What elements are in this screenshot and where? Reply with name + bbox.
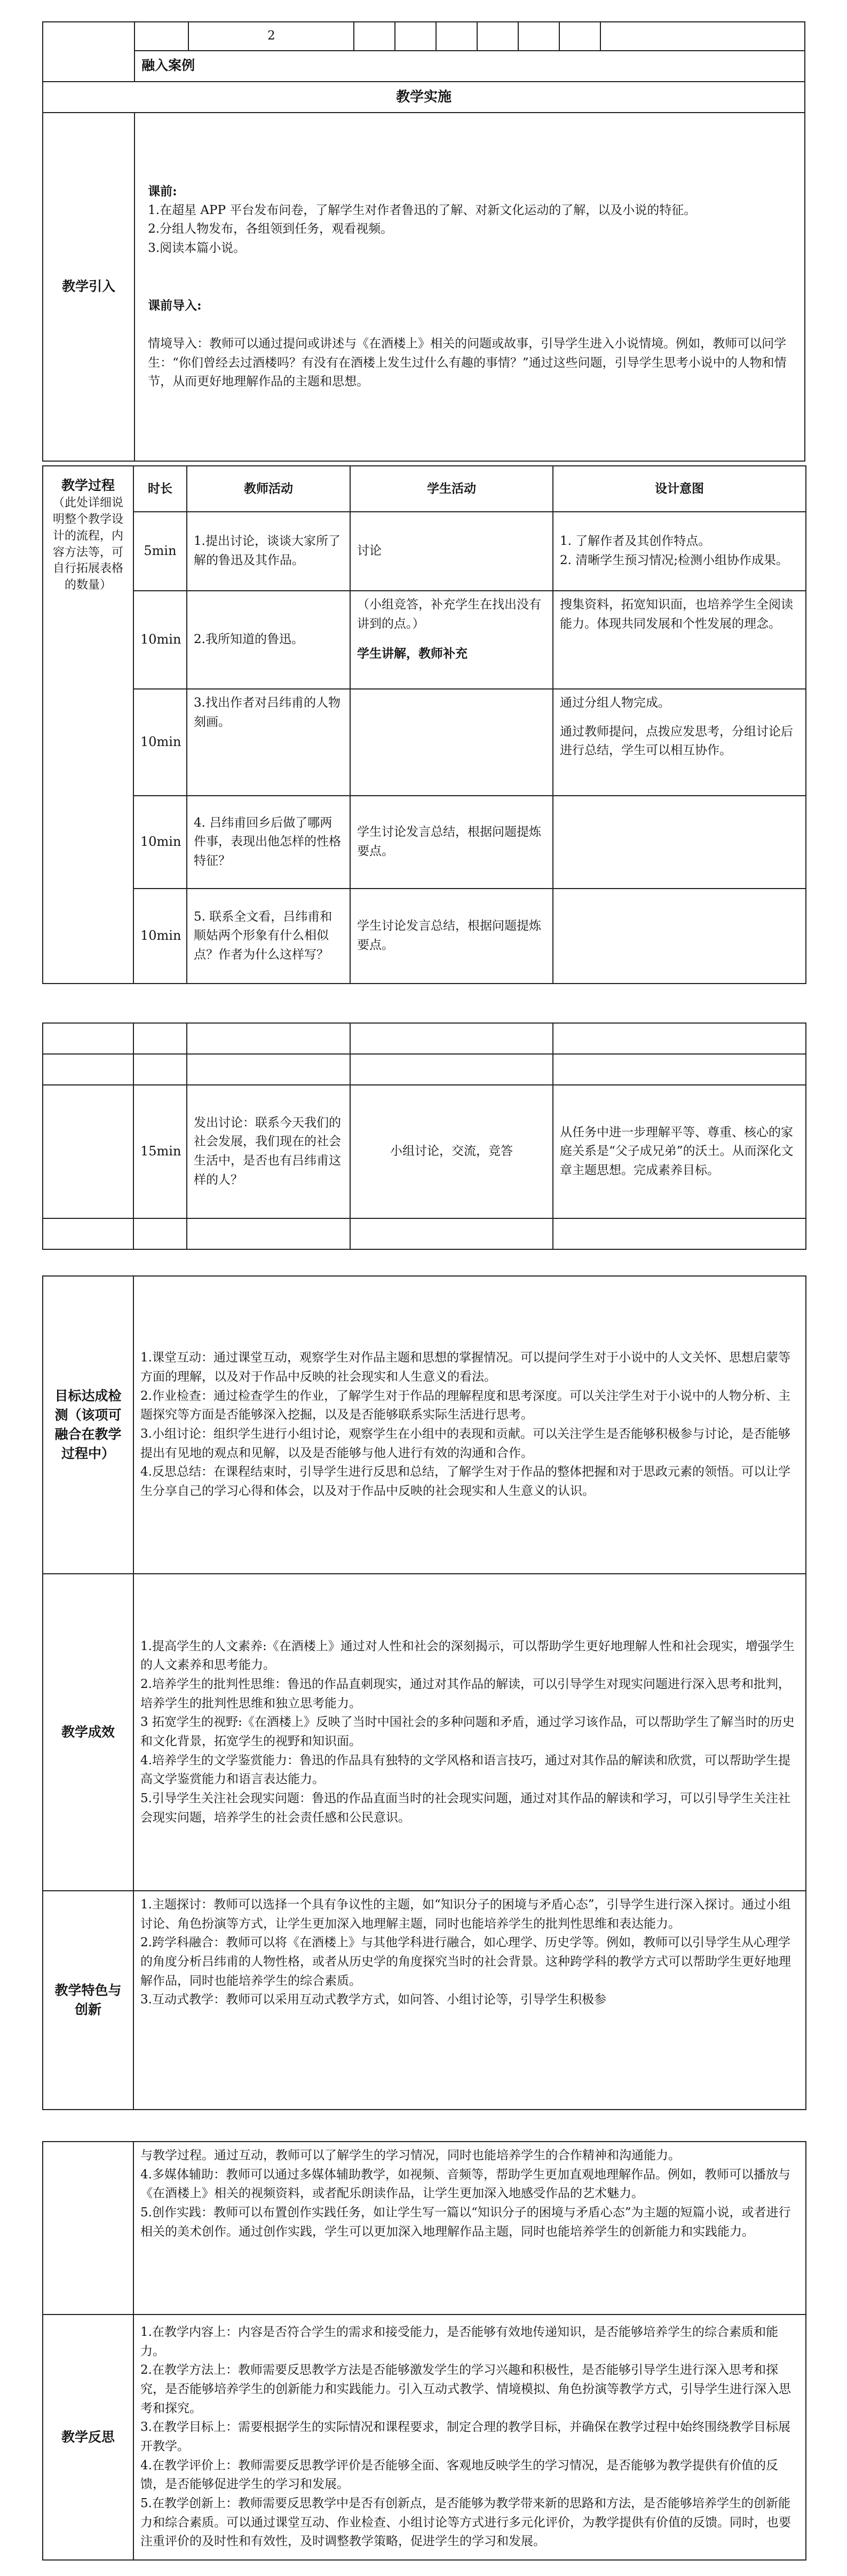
row-student: 讨论	[350, 512, 553, 591]
row-duration: 15min	[133, 1085, 187, 1218]
features-label: 教学特色与创新	[43, 1891, 133, 2110]
row-design: 搜集资料，拓宽知识面，也培养学生全阅读能力。体现共同发展和个性发展的理念。	[553, 591, 806, 689]
features-item: 3.互动式教学：教师可以采用互动式教学方式，如问答、小组讨论等，引导学生积极参	[140, 1993, 606, 2007]
results-item: 3 拓宽学生的视野:《在酒楼上》反映了当时中国社会的多种问题和矛盾，通过学习该作品，可以帮助学生了解当时的历史和文化背景，拓宽学生的视野和知识面。	[140, 1715, 795, 1748]
row-student: 小组讨论，交流，竞答	[350, 1085, 553, 1218]
row-design: 1. 了解作者及其创作特点。 2. 清晰学生预习情况;检测小组协作成果。	[553, 512, 806, 591]
row-duration: 10min	[133, 591, 187, 689]
features-item: 与教学过程。通过互动，教师可以了解学生的学习情况，同时也能培养学生的合作精神和沟通能力。	[140, 2149, 680, 2162]
intro-content	[134, 113, 805, 461]
results-item: 2.培养学生的批判性思维：鲁迅的作品直刺现实，通过对其作品的解读，可以引导学生对现实问题进行深入思考和批判，培养学生的批判性思维和独立思考能力。	[140, 1677, 790, 1710]
features-item: 1.主题探讨：教师可以选择一个具有争议性的主题，如“知识分子的困境与矛盾心态”，引导学生进行深入探讨。通过小组讨论、角色扮演等方式，让学生更加深入地理解主题，同时也能培养学生的批判性思维和表达能力。	[140, 1898, 791, 1931]
row-teacher: 5. 联系全文看，吕纬甫和顺姑两个形象有什么相似点？作者为什么这样写？	[187, 889, 350, 984]
goal-label: 目标达成检测（该项可融合在教学过程中）	[43, 1276, 133, 1574]
results-content	[133, 1574, 806, 1891]
goal-item: 2.作业检查：通过检查学生的作业，了解学生对于作品的理解程度和思考深度。可以关注学生对于小说中的人物分析、主题探究等方面是否能够深入挖掘，以及是否能够联系实际生活进行思考。	[140, 1389, 790, 1422]
row-duration: 5min	[133, 512, 187, 591]
row-design	[553, 796, 806, 889]
goal-content	[133, 1276, 806, 1574]
results-item: 1.提高学生的人文素养:《在酒楼上》通过对人性和社会的深刻揭示，可以帮助学生更好地理解人性和社会现实，增强学生的人文素养和思考能力。	[140, 1639, 795, 1673]
goal-item: 4.反思总结：在课程结束时，引导学生进行反思和总结，了解学生对于作品的整体把握和对于思政元素的领悟。可以让学生分享自己的学习心得和体会，以及对于作品中反映的社会现实和人生意义的认识。	[140, 1465, 790, 1498]
table-reflection	[42, 2141, 805, 2561]
top-number: 2	[188, 22, 354, 51]
row-student	[350, 689, 553, 796]
features-continued	[133, 2142, 806, 2315]
process-note: （此处详细说明整个教学设计的流程，内容方法等，可自行拓展表格的数量）	[52, 496, 123, 592]
header-duration: 时长	[133, 466, 187, 512]
table-evaluation	[42, 1275, 805, 2110]
reflection-item: 1.在教学内容上：内容是否符合学生的需求和接受能力，是否能够有效地传递知识，是否能够培养学生的综合素质和能力。	[140, 2325, 778, 2358]
results-label: 教学成效	[43, 1574, 133, 1891]
reflection-content	[133, 2315, 806, 2560]
header-design: 设计意图	[553, 466, 806, 512]
lead-heading: 课前导入:	[148, 298, 202, 313]
reflection-item: 4.在教学评价上：教师需要反思教学评价是否能够全面、客观地反映学生的学习情况，是否能够为教学提供有价值的反馈，是否能够促进学生的学习和发展。	[140, 2458, 778, 2492]
pre-class-item: 3.阅读本篇小说。	[148, 241, 246, 255]
features-content	[133, 1891, 806, 2110]
row-teacher: 2.我所知道的鲁迅。	[187, 591, 350, 689]
results-item: 4.培养学生的文学鉴赏能力：鲁迅的作品具有独特的文学风格和语言技巧，通过对其作品的解读和欣赏，可以帮助学生提高文学鉴赏能力和语言表达能力。	[140, 1753, 790, 1787]
table-top	[42, 21, 805, 462]
row-duration: 10min	[133, 689, 187, 796]
goal-item: 3.小组讨论：组织学生进行小组讨论，观察学生在小组中的表现和贡献。可以关注学生是否能够积极参与讨论，是否能够提出有见地的观点和见解，以及是否能够与他人进行有效的沟通和合作。	[140, 1427, 790, 1460]
pre-class-item: 2.分组人物发布，各组领到任务，观看视频。	[148, 222, 393, 236]
pre-class-item: 1.在超星 APP 平台发布问卷，了解学生对作者鲁迅的了解、对新文化运动的了解，以及小说的特征。	[148, 203, 696, 217]
row-student: 学生讨论发言总结，根据问题提炼要点。	[350, 796, 553, 889]
header-student: 学生活动	[350, 466, 553, 512]
reflection-label: 教学反思	[43, 2315, 133, 2560]
table-process	[42, 465, 805, 984]
lead-text: 情境导入：教师可以通过提问或讲述与《在酒楼上》相关的问题或故事，引导学生进入小说情境。例如，教师可以问学生：“你们曾经去过酒楼吗？有没有在酒楼上发生过什么有趣的事情？”通过这些问题，引导学生思考小说中的人物和情节，从而更好地理解作品的主题和思想。	[148, 337, 787, 389]
reflection-item: 5.在教学创新上：教师需要反思教学中是否有创新点，是否能够为教学带来新的思路和方法，是否能够培养学生的创新能力和综合素质。可以通过课堂互动、作业检查、小组讨论等方式进行多元化评价，为教学提供有价值的反馈。同时，也要注重评价的及时性和有效性，及时调整教学策略，促进学生的学习和发展。	[140, 2496, 791, 2549]
row-teacher: 4. 吕纬甫回乡后做了哪两件事，表现出他怎样的性格特征？	[187, 796, 350, 889]
intro-label: 教学引入	[43, 113, 134, 461]
features-item: 5.创作实践：教师可以布置创作实践任务，如让学生写一篇以“知识分子的困境与矛盾心态”为主题的短篇小说，或者进行相关的美术创作。通过创作实践，学生可以更加深入地理解作品主题，同时也能培养学生的创新能力和实践能力。	[140, 2205, 791, 2239]
pre-class-heading: 课前:	[148, 184, 177, 199]
row-duration: 10min	[133, 796, 187, 889]
process-label: 教学过程	[61, 478, 115, 493]
header-teacher: 教师活动	[187, 466, 350, 512]
table-discussion	[42, 1023, 805, 1250]
row-duration: 10min	[133, 889, 187, 984]
row-teacher: 1.提出讨论，谈谈大家所了解的鲁迅及其作品。	[187, 512, 350, 591]
row-student: （小组竞答，补充学生在找出没有讲到的点。） 学生讲解，教师补充	[350, 591, 553, 689]
reflection-item: 2.在教学方法上：教师需要反思教学方法是否能够激发学生的学习兴趣和积极性，是否能够引导学生进行深入思考和探究，是否能够培养学生的创新能力和实践能力。引入互动式教学、情境模拟、角色扮演等教学方式，引导学生进行深入思考和探究。	[140, 2363, 791, 2415]
case-label: 融入案例	[134, 51, 805, 82]
features-item: 2.跨学科融合：教师可以将《在酒楼上》与其他学科进行融合，如心理学、历史学等。例如，教师可以引导学生从心理学的角度分析吕纬甫的人物性格，或者从历史学的角度探究当时的社会背景。这种跨学科的教学方式可以帮助学生更好地理解作品，同时也能培养学生的综合素质。	[140, 1936, 791, 1988]
process-label-cell	[43, 466, 133, 984]
row-design: 从任务中进一步理解平等、尊重、核心的家庭关系是“父子成兄弟”的沃土。从而深化文章主题思想。完成素养目标。	[553, 1085, 806, 1218]
features-item: 4.多媒体辅助：教师可以通过多媒体辅助教学，如视频、音频等，帮助学生更加直观地理解作品。例如，教师可以播放与《在酒楼上》相关的视频资料，或者配乐朗读作品，让学生更加深入地感受作品的艺术魅力。	[140, 2167, 790, 2201]
goal-item: 1.课堂互动：通过课堂互动，观察学生对作品主题和思想的掌握情况。可以提问学生对于小说中的人文关怀、思想启蒙等方面的理解，以及对于作品中反映的社会现实和人生意义的看法。	[140, 1351, 790, 1384]
row-teacher: 发出讨论：联系今天我们的社会发展，我们现在的社会生活中，是否也有吕纬甫这样的人？	[187, 1085, 350, 1218]
row-student: 学生讨论发言总结，根据问题提炼要点。	[350, 889, 553, 984]
row-teacher: 3.找出作者对吕纬甫的人物刻画。	[187, 689, 350, 796]
results-item: 5.引导学生关注社会现实问题：鲁迅的作品直面当时的社会现实问题，通过对其作品的解读和学习，可以引导学生关注社会现实问题，培养学生的社会责任感和公民意识。	[140, 1791, 790, 1825]
reflection-item: 3.在教学目标上：需要根据学生的实际情况和课程要求，制定合理的教学目标，并确保在教学过程中始终围绕教学目标展开教学。	[140, 2420, 790, 2453]
row-design: 通过分组人物完成。 通过教师提问，点拨应发思考，分组讨论后进行总结，学生可以相互协作。	[553, 689, 806, 796]
section-title: 教学实施	[43, 82, 805, 113]
row-design	[553, 889, 806, 984]
